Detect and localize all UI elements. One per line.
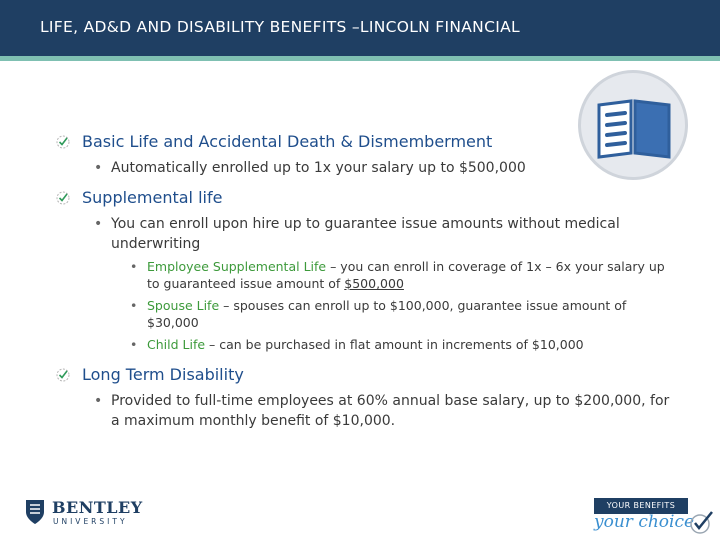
checkmark-circle-icon xyxy=(56,191,70,205)
bullet-dot: • xyxy=(130,259,138,274)
bullet-dot: • xyxy=(94,160,103,176)
sub-bullet-text xyxy=(147,297,672,331)
bullet-text: Provided to full-time employees at 60% annual base salary, up to $200,000, for a maximum monthly benefit of $10,000. xyxy=(111,393,670,429)
section-title: Supplemental life xyxy=(82,188,223,207)
keyword-employee-supplemental-life: Employee Supplemental Life xyxy=(147,259,327,274)
section-title: Basic Life and Accidental Death & Dismemberment xyxy=(82,132,493,151)
accent-rule xyxy=(0,56,720,61)
header-bar xyxy=(0,0,720,56)
bullet-text: Automatically enrolled up to 1x your salary up to $500,000 xyxy=(111,160,526,176)
sub-bullet-text xyxy=(147,336,672,353)
checkmark-icon xyxy=(688,508,716,536)
slide-title: LIFE, AD&D AND DISABILITY BENEFITS –LINCOLN FINANCIAL xyxy=(40,18,520,36)
shield-crest-icon xyxy=(24,498,46,526)
logo-script: your choice xyxy=(594,512,695,532)
checkmark-circle-icon xyxy=(56,368,70,382)
your-benefits-logo xyxy=(594,498,718,538)
bullet-dot: • xyxy=(130,298,138,313)
keyword-spouse-life: Spouse Life xyxy=(147,298,220,313)
bullet-dot: • xyxy=(130,337,138,352)
logo-banner: YOUR BENEFITS xyxy=(594,498,688,514)
sub-bullet-body: – can be purchased in flat amount in increments of $10,000 xyxy=(205,337,584,352)
bullet-dot: • xyxy=(94,393,103,409)
bullet-text: You can enroll upon hire up to guarantee issue amounts without medical underwriting xyxy=(111,216,620,252)
sub-bullet-body: – you can enroll in coverage of 1x – 6x your salary up to guaranteed issue amount of xyxy=(147,259,665,291)
section-title: Long Term Disability xyxy=(82,365,244,384)
sub-bullet-text xyxy=(147,258,672,292)
bentley-wordmark: BENTLEY xyxy=(52,498,143,517)
keyword-child-life: Child Life xyxy=(147,337,206,352)
checkmark-circle-icon xyxy=(56,135,70,149)
sub-bullet-body: – spouses can enroll up to $100,000, guarantee issue amount of $30,000 xyxy=(147,298,627,330)
bullet-dot: • xyxy=(94,216,103,232)
emphasized-amount: $500,000 xyxy=(344,276,404,291)
bentley-subtitle: UNIVERSITY xyxy=(53,517,128,526)
